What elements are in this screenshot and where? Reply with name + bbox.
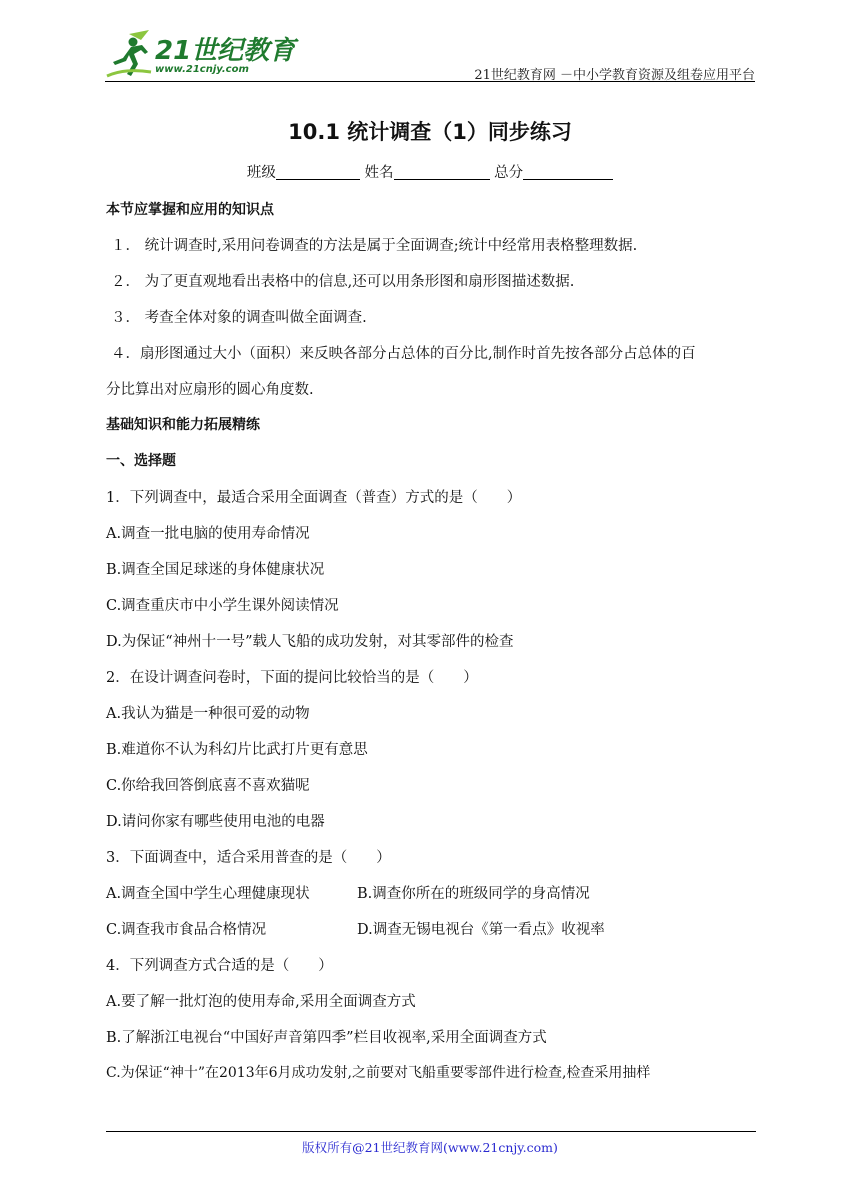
- site-name: 21世纪教育网 －中小学教育资源及组卷应用平台: [474, 68, 755, 83]
- knowledge-heading: 本节应掌握和应用的知识点: [106, 202, 274, 218]
- name-blank: [394, 165, 490, 180]
- question-1-option-d: D.为保证“神州十一号”载人飞船的成功发射，对其零部件的检查: [106, 634, 514, 650]
- knowledge-point-3: ３． 考查全体对象的调查叫做全面调查.: [111, 310, 367, 326]
- runner-logo-icon: [105, 28, 155, 82]
- site-logo: [105, 28, 305, 82]
- question-3-option-a: A.调查全国中学生心理健康现状: [106, 886, 310, 902]
- knowledge-point-2: ２． 为了更直观地看出表格中的信息,还可以用条形图和扇形图描述数据.: [111, 274, 575, 290]
- knowledge-point-4-cont: 分比算出对应扇形的圆心角度数.: [106, 382, 314, 398]
- knowledge-point-1: １． 统计调查时,采用问卷调查的方法是属于全面调查;统计中经常用表格整理数据.: [111, 238, 638, 254]
- class-blank: [276, 165, 360, 180]
- section-heading: 一、选择题: [106, 453, 176, 469]
- footer-copyright: 版权所有@21世纪教育网(www.21cnjy.com): [302, 1140, 558, 1155]
- question-2-stem: 2．在设计调查问卷时，下面的提问比较恰当的是（ ）: [106, 670, 478, 686]
- question-4-option-c: C.为保证“神十”在2013年6月成功发射,之前要对飞船重要零部件进行检查,检查采用抽样: [106, 1065, 651, 1081]
- question-1-option-c: C.调查重庆市中小学生课外阅读情况: [106, 598, 339, 614]
- student-info-fields: [0, 161, 860, 182]
- question-1-option-a: A.调查一批电脑的使用寿命情况: [106, 526, 310, 542]
- name-label: 姓名: [364, 165, 394, 181]
- header-divider: [105, 81, 755, 82]
- question-2-option-a: A.我认为猫是一种很可爱的动物: [106, 706, 310, 722]
- score-blank: [523, 165, 613, 180]
- question-2-option-d: D.请问你家有哪些使用电池的电器: [106, 814, 325, 830]
- footer-divider: [106, 1131, 756, 1132]
- question-4-option-a: A.要了解一批灯泡的使用寿命,采用全面调查方式: [106, 994, 416, 1010]
- page-header: [105, 28, 755, 82]
- practice-heading: 基础知识和能力拓展精练: [106, 417, 260, 433]
- question-2-option-c: C.你给我回答倒底喜不喜欢猫呢: [106, 778, 310, 794]
- question-1-option-b: B.调查全国足球迷的身体健康状况: [106, 562, 325, 578]
- logo-url: www.21cnjy.com: [155, 64, 249, 75]
- question-3-stem: 3．下面调查中，适合采用普查的是（ ）: [106, 850, 391, 866]
- logo-text: 21世纪教育: [155, 36, 296, 66]
- question-3-option-c: C.调查我市食品合格情况: [106, 922, 267, 938]
- question-1-stem: 1．下列调查中，最适合采用全面调查（普查）方式的是（ ）: [106, 490, 522, 506]
- class-label: 班级: [246, 165, 276, 181]
- question-4-option-b: B.了解浙江电视台“中国好声音第四季”栏目收视率,采用全面调查方式: [106, 1030, 547, 1046]
- question-3-option-b: B.调查你所在的班级同学的身高情况: [357, 886, 590, 902]
- question-2-option-b: B.难道你不认为科幻片比武打片更有意思: [106, 742, 368, 758]
- page-title: 10.1 统计调查（1）同步练习: [288, 120, 572, 144]
- question-4-stem: 4．下列调查方式合适的是（ ）: [106, 958, 333, 974]
- knowledge-point-4: ４．扇形图通过大小（面积）来反映各部分占总体的百分比,制作时首先按各部分占总体的百: [111, 346, 696, 362]
- score-label: 总分: [494, 165, 524, 181]
- question-3-option-d: D.调查无锡电视台《第一看点》收视率: [357, 922, 605, 938]
